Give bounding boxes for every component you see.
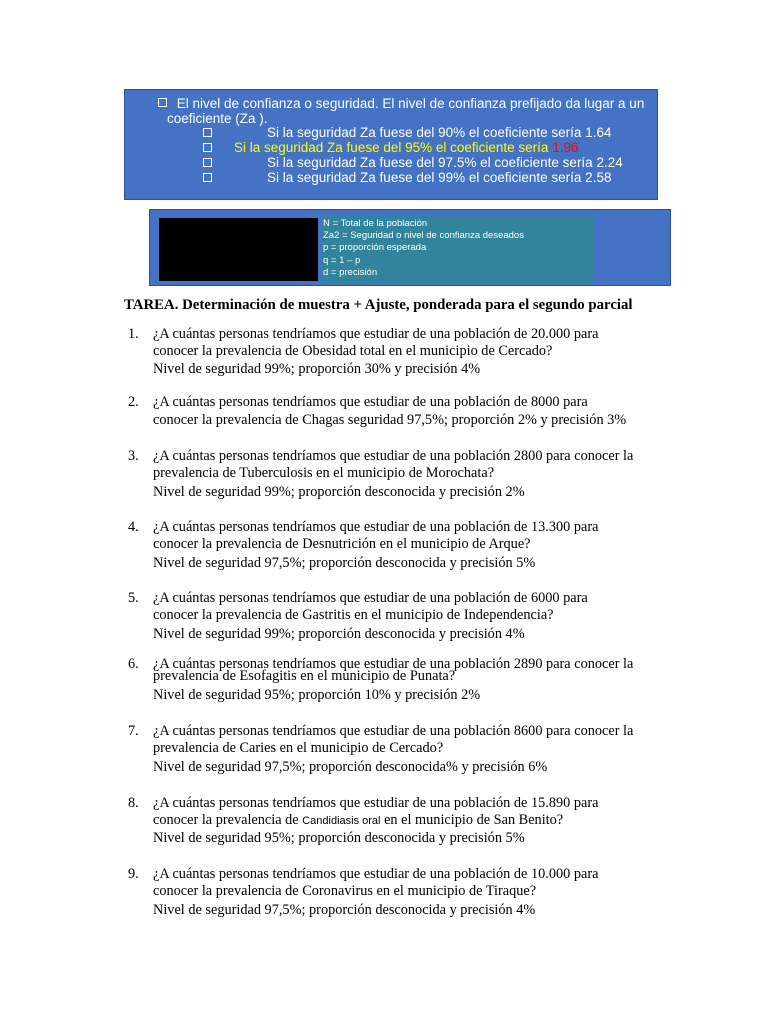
confidence-level-box bbox=[124, 89, 658, 200]
coefficient-item-97-5 bbox=[203, 156, 212, 171]
definition-q: q = 1 – p bbox=[323, 254, 361, 266]
coefficient-item-90 bbox=[203, 126, 212, 141]
formula-box bbox=[149, 209, 671, 286]
confidence-intro-line2: coeficiente (Za ). bbox=[167, 111, 268, 126]
task-title: TAREA. Determinación de muestra + Ajuste, ponderada para el segundo parcial bbox=[124, 297, 633, 313]
candidiasis-term: Candidiasis oral bbox=[302, 815, 381, 827]
checkbox-bullet-icon bbox=[203, 173, 212, 182]
coefficient-text-90: Si la seguridad Za fuese del 90% el coeficiente sería 1.64 bbox=[267, 125, 612, 140]
coefficient-text-97-5: Si la seguridad Za fuese del 97.5% el coeficiente sería 2.24 bbox=[267, 155, 623, 170]
definition-N: N = Total de la población bbox=[323, 218, 428, 229]
checkbox-bullet-icon bbox=[203, 143, 212, 152]
definition-p: p = proporción esperada bbox=[323, 242, 427, 254]
checkbox-bullet-icon bbox=[158, 98, 167, 107]
definition-Za2: Za2 = Seguridad o nivel de confianza deseados bbox=[323, 230, 524, 242]
definition-d: d = precisión bbox=[323, 266, 378, 278]
variable-definitions bbox=[321, 215, 593, 283]
coefficient-text-95: Si la seguridad Za fuese del 95% el coeficiente sería 1.96 bbox=[234, 140, 579, 155]
checkbox-bullet-icon bbox=[203, 128, 212, 137]
checkbox-bullet-icon bbox=[203, 158, 212, 167]
coefficient-item-95 bbox=[203, 141, 212, 156]
confidence-intro: El nivel de confianza o seguridad. El nivel de confianza prefijado da lugar a un bbox=[158, 96, 644, 111]
coefficient-item-99 bbox=[203, 171, 212, 186]
formula-image-placeholder bbox=[159, 218, 318, 281]
coefficient-text-99: Si la seguridad Za fuese del 99% el coeficiente sería 2.58 bbox=[267, 170, 612, 185]
coefficient-value-95: 1.96 bbox=[552, 140, 579, 155]
